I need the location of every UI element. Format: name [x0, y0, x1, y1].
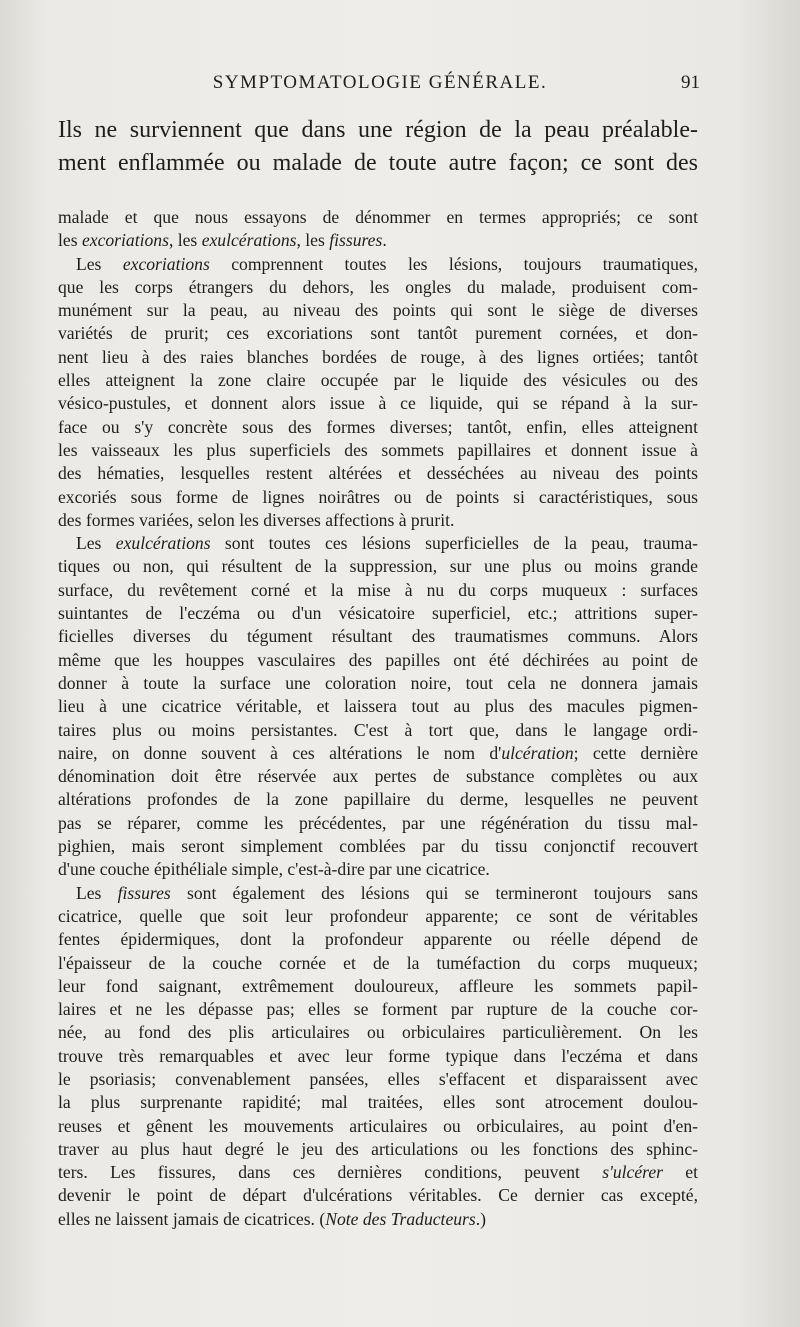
page-number: 91 — [681, 72, 700, 93]
text-line: pas se réparer, comme les précédentes, par une régénération du tissu mal- — [58, 812, 698, 833]
text-line: naire, on donne souvent à ces altérations le nom d'ulcération; cette dernière — [58, 742, 699, 763]
text-line: variétés de prurit; ces excoriations sont tantôt purement cornées, et don- — [58, 323, 698, 344]
text-line: même que les houppes vasculaires des papilles ont été déchirées au point de — [58, 649, 698, 670]
text-line: pighien, mais seront simplement comblées par du tissu conjonctif recouvert — [58, 836, 698, 857]
text-line: des hématies, lesquelles restent altérées et desséchées au niveau des points — [58, 463, 698, 484]
text-line: des formes variées, selon les diverses affections à prurit. — [58, 509, 455, 530]
text-line: ficielles diverses du tégument résultant des traumatismes communs. Alors — [58, 626, 698, 647]
text-line: taires plus ou moins persistantes. C'est à tort que, dans le langage ordi- — [58, 719, 698, 740]
lead-line: ment enflammée ou malade de toute autre façon; ce sont des — [58, 150, 698, 176]
text-line: Les fissures sont également des lésions qui se termineront toujours sans — [76, 882, 698, 903]
text-line: devenir le point de départ d'ulcérations véritables. Ce dernier cas excepté, — [58, 1185, 698, 1206]
text-line: les vaisseaux les plus superficiels des sommets papillaires et donnent issue à — [58, 439, 698, 460]
text-line: Les excoriations comprennent toutes les lésions, toujours traumatiques, — [76, 253, 698, 274]
lead-text — [58, 114, 698, 180]
text-line: elles atteignent la zone claire occupée par le liquide des vésicules ou des — [58, 370, 698, 391]
running-head: SYMPTOMATOLOGIE GÉNÉRALE. — [212, 72, 548, 93]
text-line: laires et ne les dépasse pas; elles se forment par rupture de la couche cor- — [58, 999, 698, 1020]
text-line: que les corps étrangers du dehors, les ongles du malade, produisent com- — [58, 276, 698, 297]
text-line: excoriés sous forme de lignes noirâtres ou de points si caractéristiques, sous — [58, 486, 698, 507]
text-line: tiques ou non, qui résultent de la suppression, sur une plus ou moins grande — [58, 556, 698, 577]
text-line: les excoriations, les exulcérations, les fissures. — [58, 230, 387, 251]
text-line: le psoriasis; convenablement pansées, elles s'effacent et disparaissent avec — [58, 1068, 698, 1089]
text-line: cicatrice, quelle que soit leur profondeur apparente; ce sont de véritables — [58, 905, 698, 926]
text-line: ters. Les fissures, dans ces dernières conditions, peuvent s'ulcérer et — [58, 1162, 698, 1183]
text-line: la plus surprenante rapidité; mal traitées, elles sont atrocement doulou- — [58, 1092, 698, 1113]
text-line: leur fond saignant, extrêmement douloureux, affleure les sommets papil- — [58, 975, 698, 996]
text-line: d'une couche épithéliale simple, c'est-à-dire par une cicatrice. — [58, 859, 490, 880]
text-line: Les exulcérations sont toutes ces lésions superficielles de la peau, trauma- — [76, 533, 698, 554]
text-line: traver au plus haut degré le jeu des articulations ou les fonctions des sphinc- — [58, 1138, 698, 1159]
translators-note — [58, 206, 698, 1231]
text-line: lieu à une cicatrice véritable, et laissera tout au plus des macules pigmen- — [58, 696, 698, 717]
text-line: elles ne laissent jamais de cicatrices. (Note des Traducteurs.) — [58, 1208, 487, 1229]
text-line: l'épaisseur de la couche cornée et de la tuméfaction du corps muqueux; — [58, 952, 698, 973]
lead-line: Ils ne surviennent que dans une région de la peau préalable- — [58, 117, 698, 143]
text-line: née, au fond des plis articulaires ou orbiculaires particulièrement. On les — [58, 1022, 698, 1043]
text-line: munément sur la peau, au niveau des points qui sont le siège de diverses — [58, 300, 698, 321]
text-line: fentes épidermiques, dont la profondeur apparente ou réelle dépend de — [58, 929, 698, 950]
text-line: malade et que nous essayons de dénommer en termes appropriés; ce sont — [58, 207, 698, 227]
text-line: face ou s'y concrète sous des formes diverses; tantôt, enfin, elles atteignent — [58, 416, 698, 437]
text-line: nent lieu à des raies blanches bordées de rouge, à des lignes ortiées; tantôt — [58, 346, 698, 367]
text-line: trouve très remarquables et avec leur forme typique dans l'eczéma et dans — [58, 1045, 698, 1066]
text-line: reuses et gênent les mouvements articulaires ou orbiculaires, au point d'en- — [58, 1115, 698, 1136]
text-line: suintantes de l'eczéma ou d'un vésicatoire superficiel, etc.; attritions super- — [58, 603, 698, 624]
text-line: surface, du revêtement corné et la mise à nu du corps muqueux : surfaces — [58, 579, 698, 600]
text-line: donner à toute la surface une coloration noire, tout cela ne donnera jamais — [58, 672, 698, 693]
text-line: altérations profondes de la zone papillaire du derme, lesquelles ne peuvent — [58, 789, 698, 810]
text-line: dénomination doit être réservée aux pertes de substance complètes ou aux — [58, 766, 698, 787]
text-line: vésico-pustules, et donnent alors issue à ce liquide, qui se répand à la sur- — [58, 393, 698, 414]
